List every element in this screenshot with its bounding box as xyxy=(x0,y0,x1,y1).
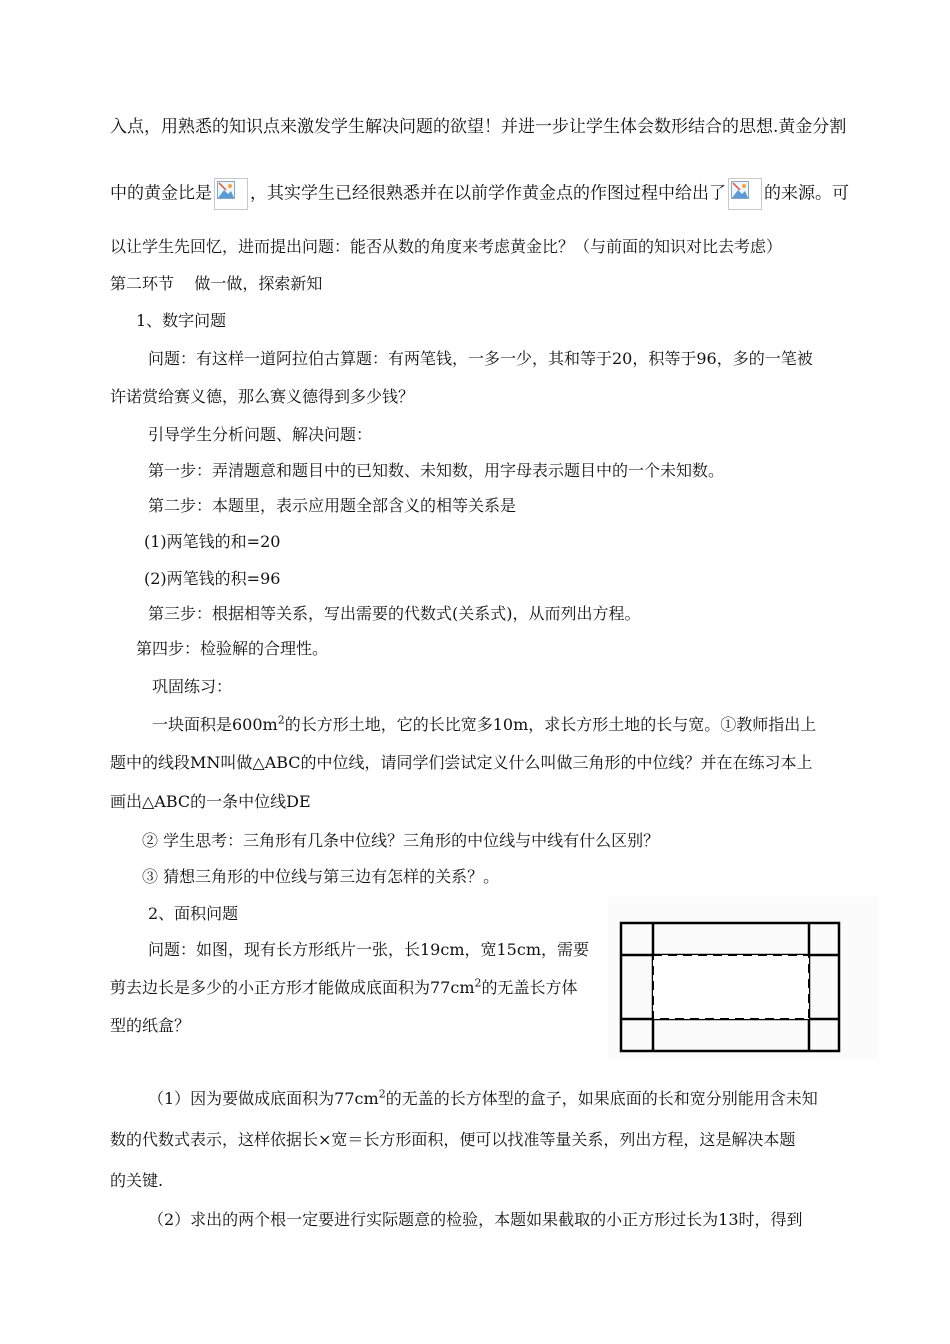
problem-2-line-1: 问题：如图，现有长方形纸片一张，长19cm，宽15cm，需要 xyxy=(148,940,589,959)
note-2-line-1: （2）求出的两个根一定要进行实际题意的检验，本题如果截取的小正方形过长为13时，得到 xyxy=(148,1210,803,1229)
step-2: 第二步：本题里，表示应用题全部含义的相等关系是 xyxy=(148,496,517,515)
box-net-diagram xyxy=(608,897,878,1059)
golden-source-image-icon xyxy=(728,178,762,210)
note-cm2-superscript: 2 xyxy=(378,1087,386,1101)
step-4: 第四步：检验解的合理性。 xyxy=(136,639,329,658)
problem-1-line-2: 许诺赏给赛义德，那么赛义德得到多少钱？ xyxy=(110,387,415,406)
intro-line-1: 入点，用熟悉的知识点来激发学生解决问题的欲望！并进一步让学生体会数形结合的思想.黄金分割 xyxy=(110,117,847,137)
intro-line-3: 以让学生先回忆，进而提出问题：能否从数的角度来考虑黄金比？（与前面的知识对比去考虑） xyxy=(110,237,783,256)
cm2-superscript: 2 xyxy=(474,976,482,990)
problem-2-line-2-b: 的无盖长方体 xyxy=(481,978,578,997)
practice-line-1-a: 一块面积是600m xyxy=(152,715,278,734)
box-net-figure xyxy=(608,897,878,1059)
note-1-line-2: 数的代数式表示，这样依据长×宽＝长方形面积，便可以找准等量关系，列出方程，这是解决本题 xyxy=(110,1130,796,1149)
step-1: 第一步：弄清题意和题目中的已知数、未知数，用字母表示题目中的一个未知数。 xyxy=(148,461,725,480)
relation-2: (2)两笔钱的积=96 xyxy=(144,569,281,588)
problem-2-line-3: 型的纸盒？ xyxy=(110,1016,191,1035)
practice-line-2: 题中的线段MN叫做△ABC的中位线，请同学们尝试定义什么叫做三角形的中位线？并在在练习本上 xyxy=(110,753,813,772)
practice-question-2: ② 学生思考：三角形有几条中位线？三角形的中位线与中线有什么区别？ xyxy=(142,831,660,850)
problem-2-line-2 xyxy=(110,977,578,999)
square-superscript: 2 xyxy=(277,713,285,727)
problem-1-line-1: 问题：有这样一道阿拉伯古算题：有两笔钱，一多一少，其和等于20，积等于96，多的一笔被 xyxy=(148,349,813,368)
section-2-title: 第二环节 做一做，探索新知 xyxy=(110,274,323,293)
practice-line-3: 画出△ABC的一条中位线DE xyxy=(110,792,311,811)
relation-1: (1)两笔钱的和=20 xyxy=(144,532,281,551)
practice-question-3: ③ 猜想三角形的中位线与第三边有怎样的关系？。 xyxy=(142,867,500,886)
note-1-line-1-a: （1）因为要做成底面积为77cm xyxy=(148,1089,379,1108)
practice-title: 巩固练习： xyxy=(152,677,233,696)
intro-line-2-b: ，其实学生已经很熟悉并在以前学作黄金点的作图过程中给出了 xyxy=(250,183,726,204)
intro-line-2-c: 的来源。可 xyxy=(764,183,849,204)
note-1-line-1-b: 的无盖的长方体型的盒子，如果底面的长和宽分别能用含未知 xyxy=(385,1089,818,1108)
note-1-line-1 xyxy=(148,1088,818,1110)
note-1-line-3: 的关键. xyxy=(110,1171,164,1190)
guide-text: 引导学生分析问题、解决问题： xyxy=(148,425,373,444)
golden-ratio-image-icon xyxy=(214,178,248,210)
practice-line-1 xyxy=(152,714,816,736)
practice-line-1-b: 的长方形土地，它的长比宽多10m，求长方形土地的长与宽。①教师指出上 xyxy=(284,715,817,734)
intro-line-2 xyxy=(110,178,849,210)
subsection-1-title: 1、数字问题 xyxy=(136,311,227,330)
subsection-2-title: 2、面积问题 xyxy=(148,904,239,923)
step-3: 第三步：根据相等关系，写出需要的代数式(关系式)，从而列出方程。 xyxy=(148,604,641,623)
fold-lines xyxy=(653,955,809,1019)
problem-2-line-2-a: 剪去边长是多少的小正方形才能做成底面积为77cm xyxy=(110,978,475,997)
intro-line-2-a: 中的黄金比是 xyxy=(110,183,212,204)
